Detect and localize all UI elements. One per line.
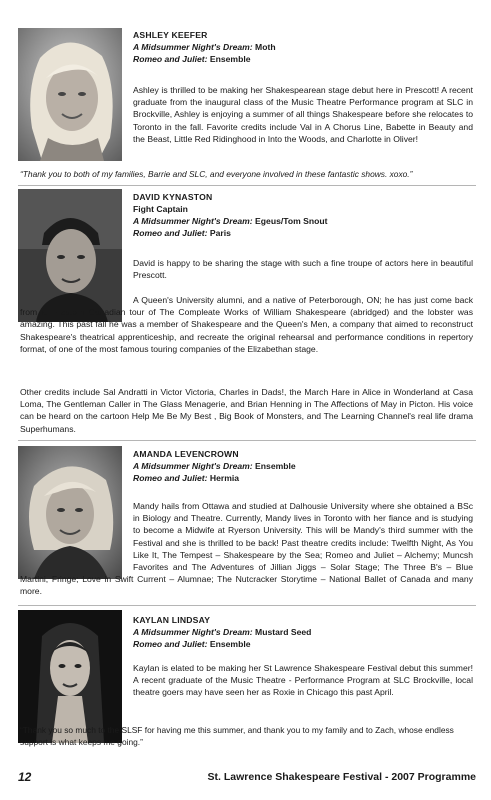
amanda-levencrown-heading [133, 448, 473, 484]
ashley-keefer-bio: Ashley is thrilled to be making her Shakespearean stage debut here in Prescott! A recent graduate from the inaugural class of the Music Theatre Performance program at SLC in Brockville, Ashley is enjoying a summer of all things Shakespeare before she relocates to Toronto in the fall. Favorite credits include Val in A Chorus Line, Babette in Beauty and the Beast, Little Red Ridinghood in Into the Woods, and Charlotte in Oliver! [133, 85, 473, 144]
divider [18, 440, 476, 441]
page-footer [18, 770, 476, 788]
role-part: Paris [207, 228, 231, 238]
actor-name: DAVID KYNASTON [133, 192, 213, 202]
role-play: A Midsummer Night's Dream: [133, 42, 253, 52]
role-play: Romeo and Juliet: [133, 54, 208, 64]
role-play: Romeo and Juliet: [133, 639, 208, 649]
role-play: A Midsummer Night's Dream: [133, 627, 253, 637]
role-part: Moth [252, 42, 276, 52]
kaylan-lindsay-photo [18, 610, 122, 743]
page-number: 12 [18, 770, 32, 784]
ashley-keefer-photo [18, 28, 122, 161]
amanda-levencrown-bio [20, 500, 473, 598]
ashley-keefer-quote: “Thank you to both of my families, Barrie and SLC, and everyone involved in these fantastic shows. xoxo.” [20, 169, 413, 179]
divider [18, 605, 476, 606]
david-kynaston-bio-2: A Queen's University alumni, and a native of Peterborough, ON; he has just come back from an Eastern Canadian tour of The Compleate Works of William Shakespeare (abridged) and the lobster was amazing. This past fall he was a member of Shakespeare and the Queen's Men, a company that aimed to reconstruct Shakespeare's theatrical apprenticeship, and recreate the original rehearsal and performance conditions in repertory format, of one of the most famous touring companies of the Elizabethan stage. [20, 295, 473, 354]
kaylan-lindsay-quote: “Thank you so much to the SLSF for having me this summer, and thank you to my family and to Zach, whose endless support is what keeps me going.” [20, 725, 454, 747]
role-part: Ensemble [207, 639, 251, 649]
actor-name: AMANDA LEVENCROWN [133, 449, 239, 459]
role-play: A Midsummer Night's Dream: [133, 461, 253, 471]
role-part: Mustard Seed [252, 627, 312, 637]
actor-name: KAYLAN LINDSAY [133, 615, 211, 625]
publication-title: St. Lawrence Shakespeare Festival - 2007 Programme [207, 771, 476, 783]
david-kynaston-heading [133, 191, 473, 239]
bio-text: Mandy hails from Ottawa and studied at Dalhousie University where she obtained a BSc in Biology and Theatre. Currently, Mandy lives in Toronto with her fiance and is studying to become a Midwife at Ryerson University. This will be Mandy's third summer with the Festival and she is thrilled to be back! Past theatre credits include: Twelfth Night, As You Like It, The Tempest – Shakespeare by the Sea; Romeo and Juliet – Alchemy; Muncsh Favorites and The Adventures of Jillian Jiggs – Solar Stage; The Three B's – Blue Martini, Fringe; Love in Swift Current – Alumnae; The Nutcracker Storytime – National Ballet of Canada and many more. [20, 501, 473, 597]
role-part: Ensemble [252, 461, 296, 471]
role-part: Hermia [207, 473, 240, 483]
david-kynaston-bio-3: Other credits include Sal Andratti in Victor Victoria, Charles in Dads!, the March Hare in Alice in Wonderland at Casa Loma, The Gentleman Caller in The Glass Menagerie, and Brian Henning in The Affections of May in Picton. His voice can be heard on the cartoon Help Me Be My Best , Big Book of Monsters, and The Learning Channel's real life drama Superhumans. [20, 387, 473, 434]
david-kynaston-bio-1: David is happy to be sharing the stage with such a fine troupe of actors here in beautiful Prescott. [133, 258, 473, 281]
divider [18, 185, 476, 186]
role-play: Romeo and Juliet: [133, 228, 208, 238]
role-part: Egeus/Tom Snout [252, 216, 328, 226]
photo-float [20, 500, 133, 572]
role-play: Romeo and Juliet: [133, 473, 208, 483]
actor-name: ASHLEY KEEFER [133, 30, 208, 40]
role-part: Ensemble [207, 54, 251, 64]
ashley-keefer-heading [133, 29, 473, 65]
role-play: A Midsummer Night's Dream: [133, 216, 253, 226]
kaylan-lindsay-bio: Kaylan is elated to be making her St Lawrence Shakespeare Festival debut this summer! A recent graduate of the Music Theatre - Performance Program at SLC Brockville, local theatre goers may have seen her as Roxie in Chicago this past April. [133, 663, 473, 698]
kaylan-lindsay-heading [133, 614, 473, 650]
extra-role: Fight Captain [133, 204, 188, 214]
